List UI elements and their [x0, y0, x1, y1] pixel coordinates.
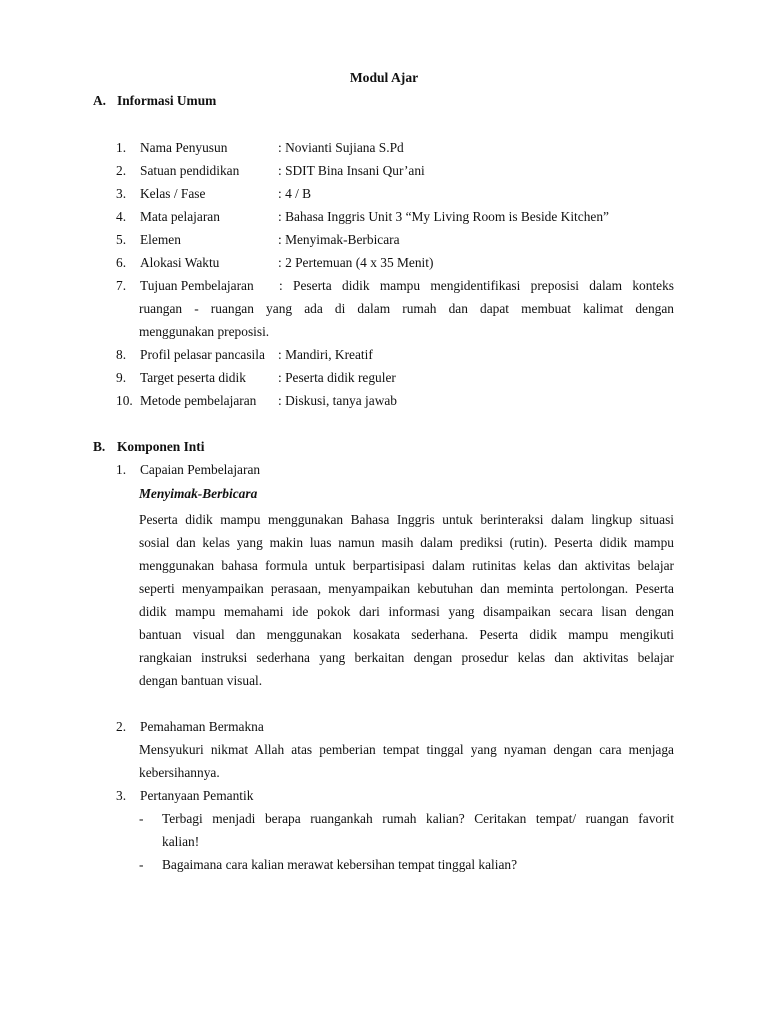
capaian-paragraph-line: Peserta didik mampu menggunakan Bahasa Inggris untuk berinteraksi dalam lingkup situasi [139, 512, 674, 527]
info-row-target-peserta [116, 370, 676, 386]
section-b-heading [93, 439, 204, 455]
pemahaman-title: Pemahaman Bermakna [140, 719, 264, 734]
capaian-num: 1. [116, 462, 127, 477]
pertanyaan-q2: Bagaimana cara kalian merawat kebersihan tempat tinggal kalian? [162, 857, 518, 872]
info-row-alokasi-waktu [116, 255, 676, 271]
info-value: : Bahasa Inggris Unit 3 “My Living Room is Beside Kitchen” [278, 209, 609, 224]
pertanyaan-heading [116, 788, 676, 804]
capaian-heading [116, 462, 676, 478]
bullet-dash: - [139, 811, 144, 826]
info-row-satuan-pendidikan [116, 163, 676, 179]
info-num: 3. [116, 186, 127, 201]
capaian-subheading: Menyimak-Berbicara [139, 486, 258, 501]
tujuan-value-line-1: : Peserta didik mampu mengidentifikasi preposisi dalam konteks [279, 278, 674, 293]
pertanyaan-title: Pertanyaan Pemantik [140, 788, 254, 803]
info-value: : Peserta didik reguler [278, 370, 396, 385]
info-value: : 4 / B [278, 186, 312, 201]
info-label: Nama Penyusun [140, 140, 228, 155]
pemahaman-line-1: Mensyukuri nikmat Allah atas pemberian tempat tinggal yang nyaman dengan cara menjaga [139, 742, 674, 757]
tujuan-value-line-3: menggunakan preposisi. [139, 324, 270, 339]
info-num: 8. [116, 347, 127, 362]
info-row-kelas-fase [116, 186, 676, 202]
document-title: Modul Ajar [349, 70, 419, 85]
info-value: : 2 Pertemuan (4 x 35 Menit) [278, 255, 434, 270]
tujuan-value-line-2: ruangan - ruangan yang ada di dalam rumah dan dapat membuat kalimat dengan [139, 301, 674, 316]
info-value: : Menyimak-Berbicara [278, 232, 400, 247]
info-label: Tujuan Pembelajaran [140, 278, 254, 293]
info-row-mata-pelajaran [116, 209, 676, 225]
info-row-nama-penyusun [116, 140, 676, 156]
info-label: Profil pelasar pancasila [140, 347, 265, 362]
info-value: : Novianti Sujiana S.Pd [278, 140, 404, 155]
capaian-paragraph-line: bantuan visual dan menggunakan kosakata sederhana. Peserta didik mampu mengikuti [139, 627, 674, 642]
pemahaman-line-2: kebersihannya. [139, 765, 220, 780]
info-num: 1. [116, 140, 127, 155]
info-num: 5. [116, 232, 127, 247]
capaian-paragraph-line: didik mampu memahami ide pokok dari informasi yang disampaikan secara lisan dengan [139, 604, 674, 619]
section-a-letter: A. [93, 93, 107, 108]
info-num: 2. [116, 163, 127, 178]
bullet-dash: - [139, 857, 144, 872]
section-b-title: Komponen Inti [117, 439, 205, 454]
capaian-title: Capaian Pembelajaran [140, 462, 261, 477]
info-row-elemen [116, 232, 676, 248]
info-label: Target peserta didik [140, 370, 246, 385]
info-label: Elemen [140, 232, 181, 247]
section-b-letter: B. [93, 439, 106, 454]
pemahaman-num: 2. [116, 719, 127, 734]
capaian-paragraph-line: seperti menyampaikan perasaan, menyampaikan kebutuhan dan meminta pertolongan. Peserta [139, 581, 674, 596]
info-num: 6. [116, 255, 127, 270]
section-a-heading [93, 93, 216, 109]
pertanyaan-num: 3. [116, 788, 127, 803]
capaian-paragraph-line: sosial dan kelas yang makin luas namun masih dalam prediksi (rutin). Peserta didik mampu [139, 535, 674, 550]
capaian-paragraph-line: dengan bantuan visual. [139, 673, 263, 688]
pemahaman-heading [116, 719, 676, 735]
info-row-profil-pelajar [116, 347, 676, 363]
info-value: : Diskusi, tanya jawab [278, 393, 398, 408]
pertanyaan-q1-line-1: Terbagi menjadi berapa ruangankah rumah kalian? Ceritakan tempat/ ruangan favorit [162, 811, 674, 826]
pertanyaan-q1-line-2: kalian! [162, 834, 200, 849]
info-value: : SDIT Bina Insani Qur’ani [278, 163, 425, 178]
info-num: 4. [116, 209, 127, 224]
info-row-metode-pembelajaran [116, 393, 676, 409]
capaian-paragraph-line: menggunakan bahasa formula untuk berpartisipasi dalam rutinitas kelas dan aktivitas belajar [139, 558, 674, 573]
info-num: 7. [116, 278, 127, 293]
info-num: 10. [116, 393, 133, 408]
info-label: Satuan pendidikan [140, 163, 240, 178]
info-label: Alokasi Waktu [140, 255, 220, 270]
info-label: Metode pembelajaran [140, 393, 257, 408]
info-label: Mata pelajaran [140, 209, 220, 224]
info-label: Kelas / Fase [140, 186, 206, 201]
info-num: 9. [116, 370, 127, 385]
section-a-title: Informasi Umum [117, 93, 217, 108]
info-value: : Mandiri, Kreatif [278, 347, 373, 362]
capaian-paragraph-line: rangkaian instruksi sederhana yang berkaitan dengan prosedur kelas dan aktivitas belajar [139, 650, 674, 665]
